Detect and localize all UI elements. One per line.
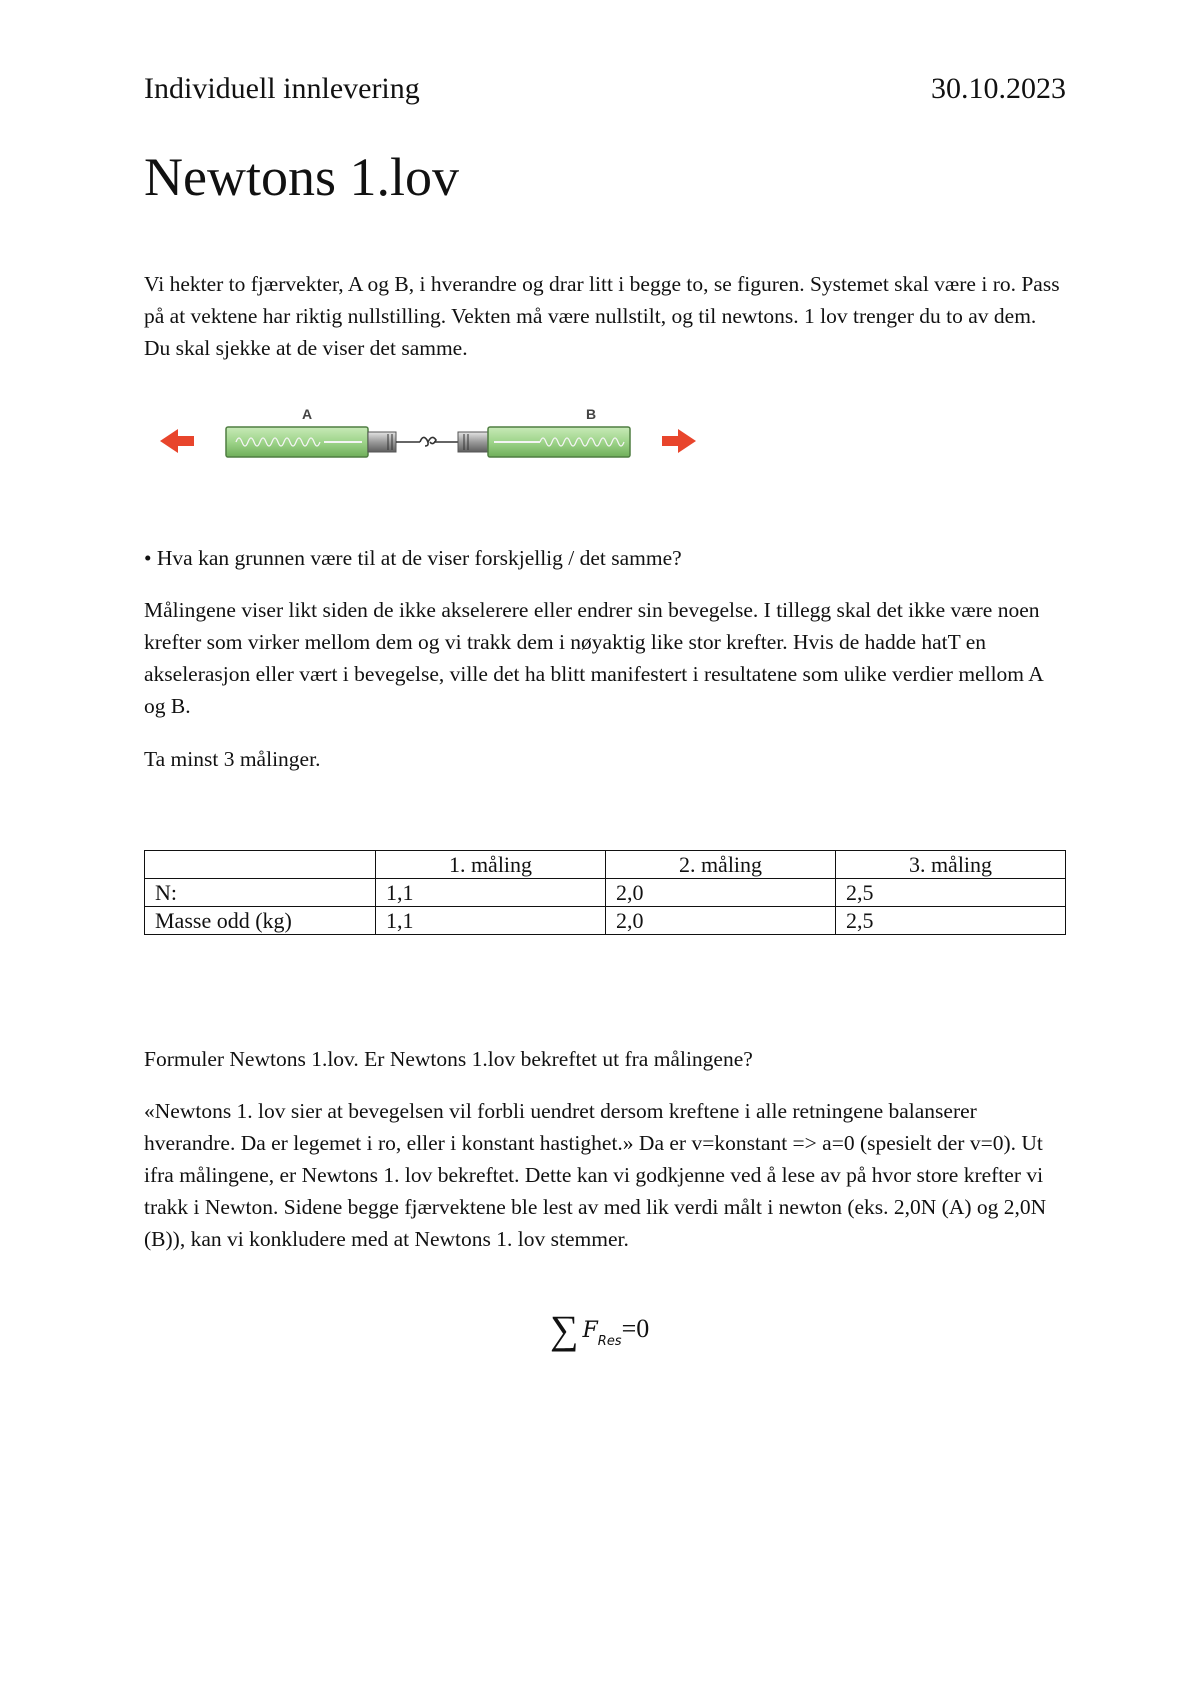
header-left-text: Individuell innlevering <box>144 72 420 105</box>
table-cell: N: <box>145 879 376 907</box>
right-pull-arrow-icon <box>662 429 696 453</box>
table-cell: 2,0 <box>606 907 836 935</box>
table-cell: 2,5 <box>836 879 1066 907</box>
answer-2: «Newtons 1. lov sier at bevegelsen vil forbli uendret dersom kreftene i alle retningene balanserer hverandre. Da er legemet i ro, eller i konstant hastighet.» Da er v=konstant => a=0 (spesielt der v=0). Ut ifra målingene, er Newtons 1. lov bekreftet. Dette kan vi godkjenne ved å lese av på hvor store krefter vi trakk i Newton. Sidene begge fjærvektene ble lest av med lik verdi målt i newton (eks. 2,0N (A) og 2,0N (B)), kan vi konkludere med at Newtons 1. lov stemmer. <box>144 1099 1047 1251</box>
spring-scale-b <box>458 427 630 457</box>
spring-scales-illustration <box>158 398 698 468</box>
table-cell: 2,5 <box>836 907 1066 935</box>
table-row <box>145 907 1066 935</box>
instruction-text: Ta minst 3 målinger. <box>144 747 321 771</box>
table-header-row <box>145 851 1066 879</box>
table-header-cell: 1. måling <box>376 851 606 879</box>
spring-scale-a <box>226 427 396 457</box>
document-header <box>144 72 1066 106</box>
sum-symbol: ∑ <box>550 1307 579 1352</box>
table-header-cell <box>145 851 376 879</box>
label-a: A <box>302 406 313 422</box>
answer-1: Målingene viser likt siden de ikke akselerere eller endrer sin bevegelse. I tillegg skal det ikke være noen krefter som virker mellom dem og vi trakk dem i nøyaktig like stor krefter. Hvis de hadde hatT en akselerasjon eller vært i bevegelse, ville det ha blitt manifestert i resultatene som ulike verdier mellom A og B. <box>144 598 1043 718</box>
resultant-force-formula <box>550 1306 649 1353</box>
table-header-cell: 3. måling <box>836 851 1066 879</box>
table-cell: 1,1 <box>376 907 606 935</box>
table-cell: 2,0 <box>606 879 836 907</box>
spring-scales-figure <box>158 398 698 473</box>
left-pull-arrow-icon <box>160 429 194 453</box>
header-date: 30.10.2023 <box>931 72 1066 105</box>
question-2: Formuler Newtons 1.lov. Er Newtons 1.lov bekreftet ut fra målingene? <box>144 1047 753 1071</box>
question-1: • Hva kan grunnen være til at de viser forskjellig / det samme? <box>144 546 682 570</box>
measurements-table <box>144 850 1066 935</box>
table-header-cell: 2. måling <box>606 851 836 879</box>
force-subscript: Res <box>597 1334 622 1349</box>
intro-paragraph: Vi hekter to fjærvekter, A og B, i hverandre og drar litt i begge to, se figuren. Systemet skal være i ro. Pass på at vektene har riktig nullstilling. Vekten må være nullstilt, og til newtons. 1 lov trenger du to av dem. Du skal sjekke at de viser det samme. <box>144 272 1060 360</box>
hook-connector <box>396 437 458 446</box>
document-title: Newtons 1.lov <box>144 147 459 207</box>
formula-rhs: =0 <box>621 1314 650 1343</box>
table-cell: Masse odd (kg) <box>145 907 376 935</box>
table-cell: 1,1 <box>376 879 606 907</box>
table-row <box>145 879 1066 907</box>
label-b: B <box>586 406 597 422</box>
force-symbol: F <box>582 1318 598 1343</box>
